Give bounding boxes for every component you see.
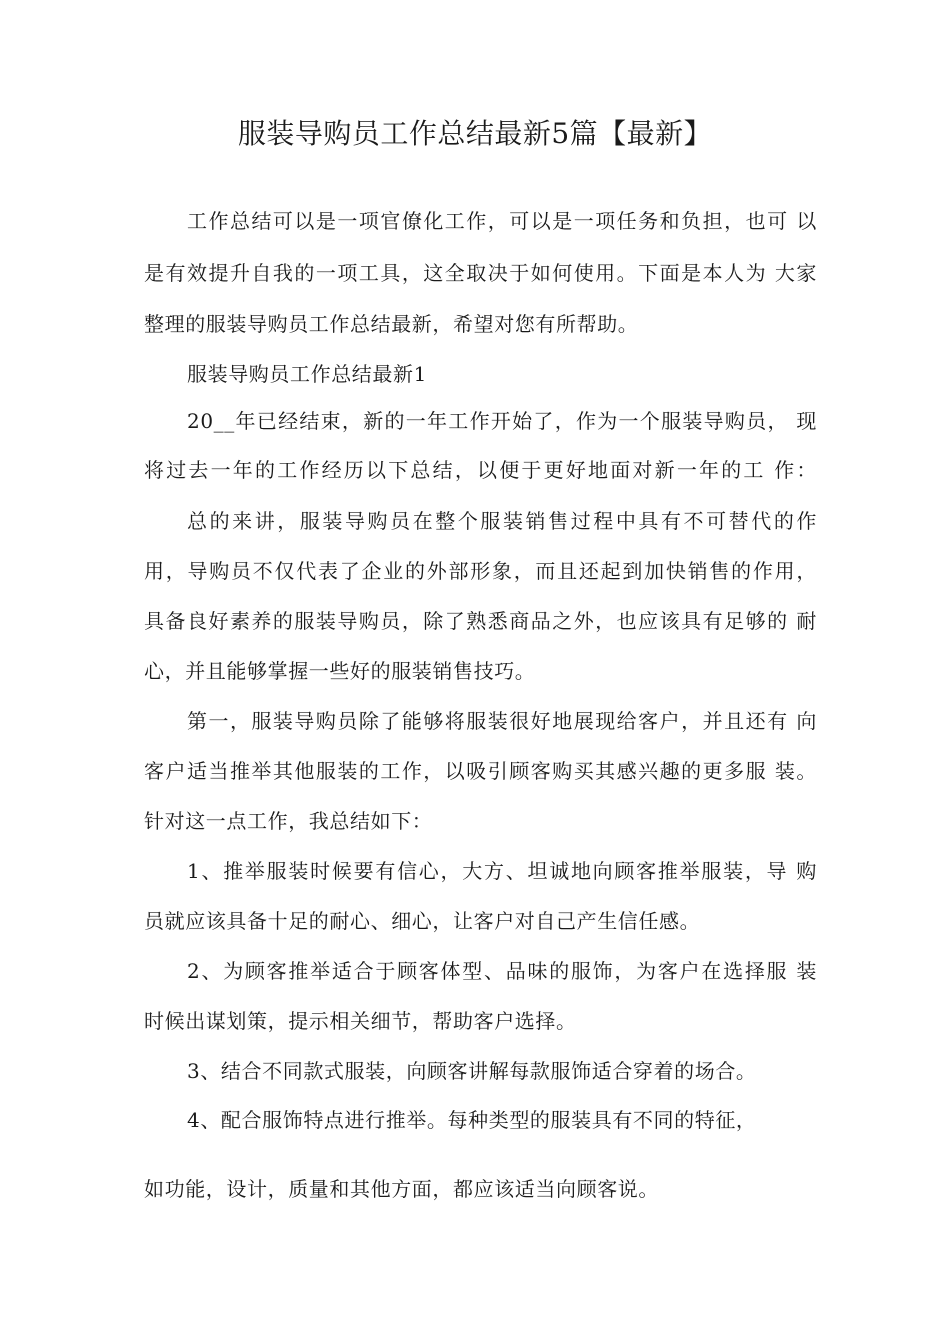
paragraph-line: 整理的服装导购员工作总结最新，希望对您有所帮助。 <box>144 312 639 336</box>
paragraph-line: 时候出谋划策，提示相关细节，帮助客户选择。 <box>144 1009 577 1033</box>
section-heading: 服装导购员工作总结最新1 <box>187 362 427 386</box>
paragraph-line: 第一，服装导购员除了能够将服装很好地展现给客户，并且还有 向 <box>187 709 817 733</box>
paragraph-line: 用，导购员不仅代表了企业的外部形象，而且还起到加快销售的作用， <box>144 559 817 583</box>
paragraph-line: 总的来讲，服装导购员在整个服装销售过程中具有不可替代的作 <box>187 509 817 533</box>
list-item: 1、推举服装时候要有信心，大方、坦诚地向顾客推举服装，导 购 <box>187 859 817 883</box>
paragraph-line: 员就应该具备十足的耐心、细心，让客户对自己产生信任感。 <box>144 909 701 933</box>
paragraph-line: 如功能，设计，质量和其他方面，都应该适当向顾客说。 <box>144 1177 659 1201</box>
paragraph-line: 针对这一点工作，我总结如下： <box>144 809 433 833</box>
paragraph-line: 具备良好素养的服装导购员，除了熟悉商品之外，也应该具有足够的 耐 <box>144 609 817 633</box>
list-item: 2、为顾客推举适合于顾客体型、品味的服饰，为客户在选择服 装 <box>187 959 817 983</box>
paragraph-line: 工作总结可以是一项官僚化工作，可以是一项任务和负担，也可 以 <box>187 209 817 233</box>
paragraph-line: 是有效提升自我的一项工具，这全取决于如何使用。下面是本人为 大家 <box>144 261 817 285</box>
paragraph-line: 将过去一年的工作经历以下总结，以便于更好地面对新一年的工 作： <box>144 458 817 482</box>
paragraph-line: 客户适当推举其他服装的工作，以吸引顾客购买其感兴趣的更多服 装。 <box>144 759 817 783</box>
page-title: 服装导购员工作总结最新5篇【最新】 <box>237 117 713 150</box>
list-item: 4、配合服饰特点进行推举。每种类型的服装具有不同的特征， <box>187 1108 757 1132</box>
paragraph-line: 心，并且能够掌握一些好的服装销售技巧。 <box>144 659 536 683</box>
list-item: 3、结合不同款式服装，向顾客讲解每款服饰适合穿着的场合。 <box>187 1059 757 1083</box>
paragraph-line: 20__年已经结束，新的一年工作开始了，作为一个服装导购员， 现 <box>187 409 817 433</box>
